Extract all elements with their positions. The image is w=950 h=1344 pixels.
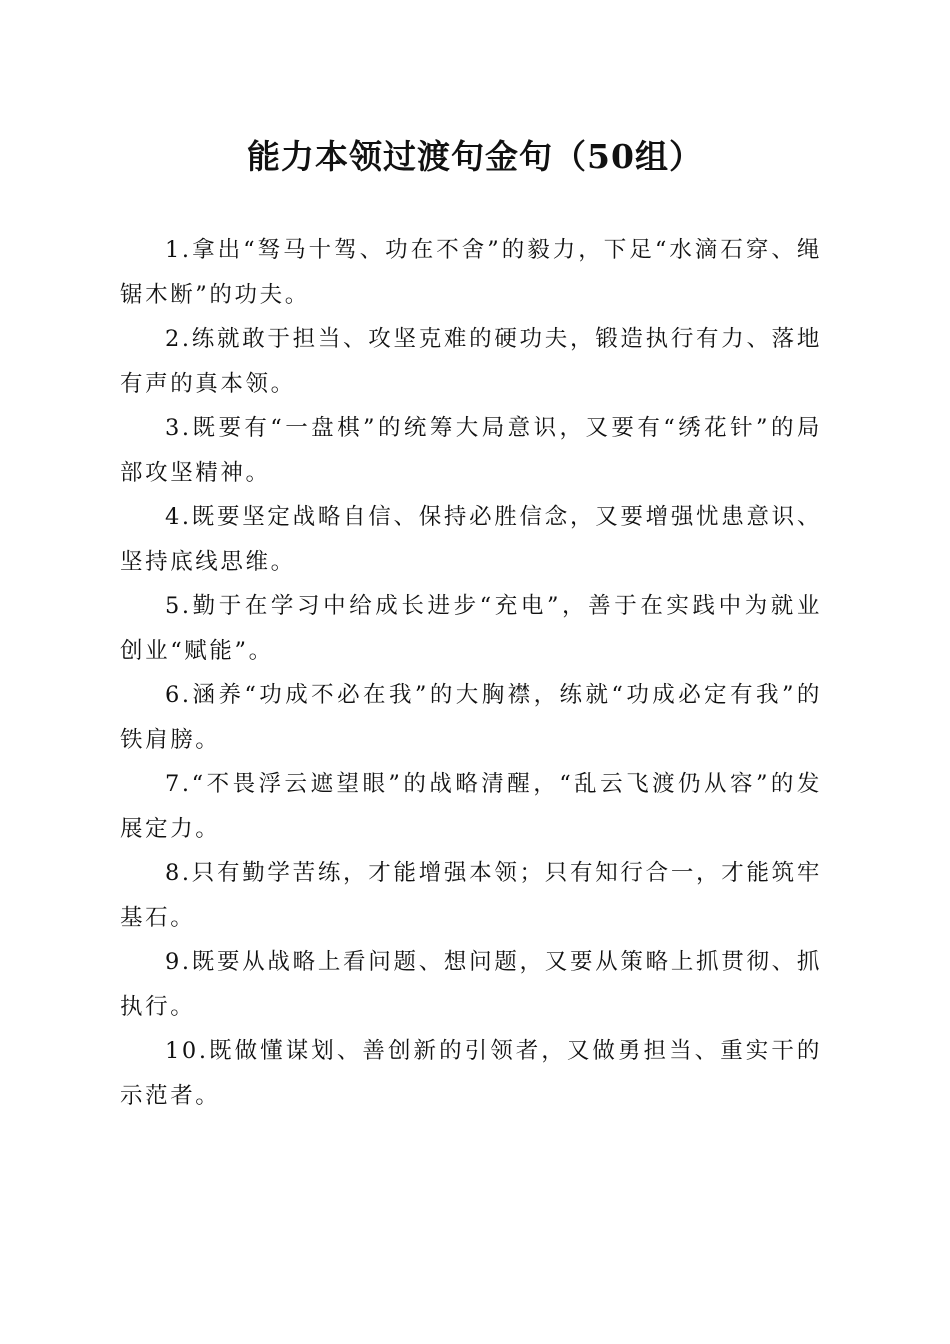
list-item: 9.既要从战略上看问题、想问题，又要从策略上抓贯彻、抓执行。 [120,949,822,1020]
list-item: 10.既做懂谋划、善创新的引领者，又做勇担当、重实干的示范者。 [120,1038,822,1109]
document-title: 能力本领过渡句金句（50组） [247,137,703,176]
list-item: 6.涵养“功成不必在我”的大胸襟，练就“功成必定有我”的铁肩膀。 [120,682,822,753]
list-item: 3.既要有“一盘棋”的统筹大局意识，又要有“绣花针”的局部攻坚精神。 [120,415,822,486]
list-item: 4.既要坚定战略自信、保持必胜信念，又要增强忧患意识、坚持底线思维。 [120,504,822,575]
list-item: 2.练就敢于担当、攻坚克难的硬功夫，锻造执行有力、落地有声的真本领。 [120,326,822,397]
sentence-list [120,228,822,1118]
list-item: 7.“不畏浮云遮望眼”的战略清醒，“乱云飞渡仍从容”的发展定力。 [120,771,822,842]
list-item: 5.勤于在学习中给成长进步“充电”，善于在实践中为就业创业“赋能”。 [120,593,822,664]
list-item: 1.拿出“驽马十驾、功在不舍”的毅力，下足“水滴石穿、绳锯木断”的功夫。 [120,237,822,308]
list-item: 8.只有勤学苦练，才能增强本领；只有知行合一，才能筑牢基石。 [120,860,822,931]
